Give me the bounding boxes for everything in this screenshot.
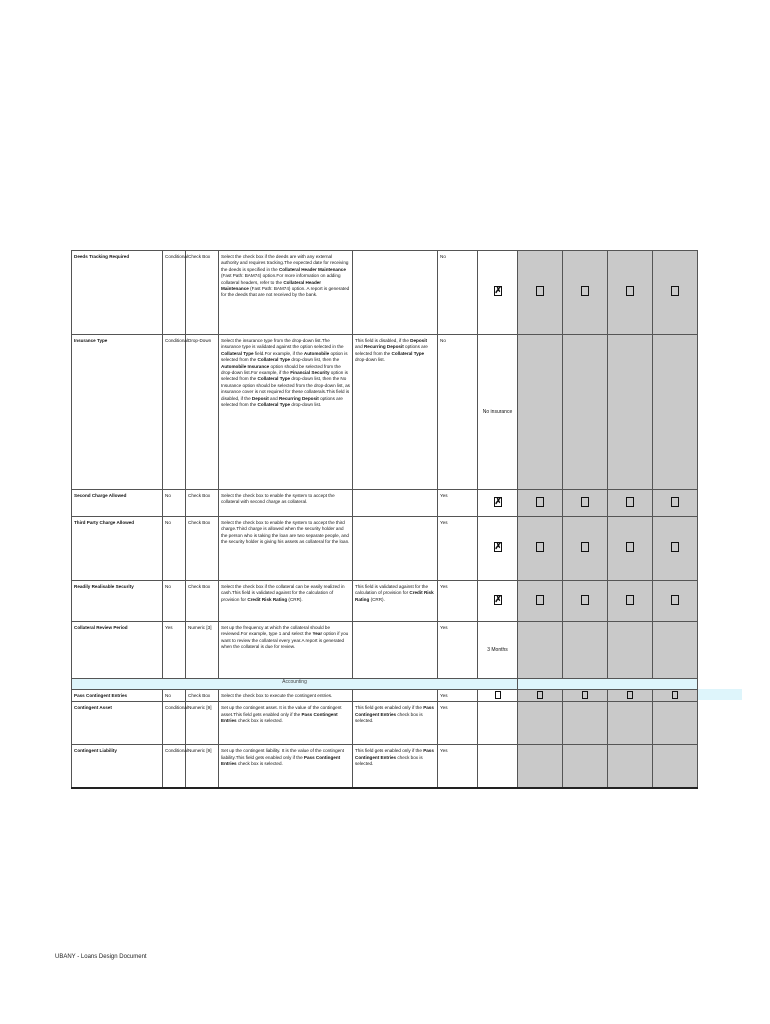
- text-run: A report is generated when the collateral is due for review.: [221, 637, 345, 650]
- checkbox[interactable]: [536, 542, 544, 552]
- text-run: (Fast Path: BAM74) option.: [221, 273, 277, 279]
- default-value-cell: [478, 517, 518, 581]
- option-cell: [518, 581, 563, 622]
- text-run: (Fast Path: BAM74) option. A report is generated for the deeds that are not received by the bank.: [221, 286, 350, 298]
- text-run: This field gets enabled only if the: [233, 711, 302, 717]
- option-cell: [653, 251, 698, 335]
- checkbox[interactable]: [536, 595, 544, 605]
- text-run: drop-down list, then the No Insurance option should be selected from the drop-down list, as insurance cover is not required for these collaterals.: [221, 376, 350, 395]
- field-type-cell: Check Box: [186, 690, 219, 702]
- field-type-cell: Numeric [3]: [186, 622, 219, 679]
- text-run: Collateral Type: [391, 350, 425, 356]
- table-row: [72, 702, 698, 745]
- validation-cell: [353, 702, 438, 745]
- field-name-cell: Second Charge Allowed: [72, 490, 163, 517]
- text-run: check box is selected.: [355, 754, 423, 767]
- option-cell: [563, 745, 608, 788]
- option-cell: [653, 745, 698, 788]
- text-run: drop-down list.: [290, 402, 322, 408]
- text-run: and: [268, 395, 279, 401]
- option-cell: [653, 702, 698, 745]
- description-cell: [219, 745, 353, 788]
- mandatory-cell: Conditional: [163, 745, 186, 788]
- text-run: This field is disabled, if the: [221, 389, 350, 401]
- text-run: (CRR).: [287, 596, 303, 602]
- table-row: [72, 745, 698, 788]
- option-cell: [563, 490, 608, 517]
- option-cell: [563, 335, 608, 490]
- option-cell: [518, 690, 563, 702]
- text-run: This field is validated against for the calculation of provision for: [355, 584, 429, 596]
- option-cell: [653, 622, 698, 679]
- validation-cell: [353, 251, 438, 335]
- text-run: Select the check box to enable the system to accept the third charge.: [221, 520, 345, 532]
- option-cell: [563, 517, 608, 581]
- option-cell: [518, 745, 563, 788]
- field-type-cell: Check Box: [186, 490, 219, 517]
- text-run: Pass Contingent Entries: [221, 711, 338, 724]
- checked-checkbox[interactable]: [494, 542, 502, 552]
- option-cell: [563, 702, 608, 745]
- text-run: Credit Risk Rating: [355, 590, 434, 602]
- text-run: Collateral Type: [257, 402, 291, 408]
- checkbox[interactable]: [626, 286, 634, 296]
- validation-cell: [353, 622, 438, 679]
- checkbox[interactable]: [671, 595, 679, 605]
- checkbox[interactable]: [536, 497, 544, 507]
- validation-cell: [353, 517, 438, 581]
- mandatory-cell: No: [163, 581, 186, 622]
- mandatory-cell: Conditional: [163, 702, 186, 745]
- text-run: Select the check box if the deeds are with any external authority and requires tracking.: [221, 254, 333, 266]
- checkbox[interactable]: [536, 286, 544, 296]
- option-cell: [608, 251, 653, 335]
- text-run: Collateral Type: [221, 350, 254, 356]
- text-run: Recurring Deposit: [278, 395, 319, 401]
- option-cell: [608, 581, 653, 622]
- default-value-cell: [478, 335, 518, 490]
- option-cell: [608, 690, 653, 702]
- description-cell: [219, 690, 353, 702]
- option-cell: [608, 490, 653, 517]
- field-type-cell: Check Box: [186, 581, 219, 622]
- text-run: Third charge is allowed when the security holder and the person who is taking the loan are two separate people, and the security holder is giving his assets as collateral for the loan.: [221, 526, 350, 545]
- text-run: options are selected from the: [221, 395, 343, 408]
- default-value-cell: [478, 490, 518, 517]
- table-row: [72, 690, 698, 702]
- text-run: Credit Risk Rating: [247, 596, 288, 602]
- description-cell: [219, 251, 353, 335]
- option-cell: [653, 490, 698, 517]
- text-run: option is selected from the: [221, 370, 348, 382]
- text-run: drop-down list.: [355, 357, 385, 363]
- default-value-cell: [478, 622, 518, 679]
- default-cell: Yes: [438, 702, 478, 745]
- checkbox[interactable]: [626, 497, 634, 507]
- text-run: drop-down list, then the: [290, 357, 340, 363]
- page-footer: UBANY - Loans Design Document: [55, 954, 147, 960]
- checkbox[interactable]: [581, 595, 589, 605]
- text-run: option is selected from the: [221, 350, 348, 363]
- field-name-cell: Deeds Tracking Required: [72, 251, 163, 335]
- option-cell: [608, 517, 653, 581]
- text-run: Financial Security: [290, 370, 330, 376]
- mandatory-cell: Yes: [163, 622, 186, 679]
- description-cell: [219, 622, 353, 679]
- option-cell: [518, 517, 563, 581]
- option-cell: [518, 335, 563, 490]
- text-run: Year: [312, 631, 323, 637]
- description-cell: [219, 490, 353, 517]
- text-run: Automobile: [303, 350, 330, 356]
- option-cell: [608, 335, 653, 490]
- text-run: Select the insurance type from the drop-down list.: [221, 338, 322, 343]
- default-cell: Yes: [438, 581, 478, 622]
- checkbox[interactable]: [581, 286, 589, 296]
- text-run: Select the check box if the collateral can be easily realized in cash.: [221, 584, 345, 596]
- text-run: (CRR).: [369, 596, 385, 602]
- default-cell: No: [438, 251, 478, 335]
- text-run: Deposit: [251, 395, 269, 401]
- option-cell: [653, 517, 698, 581]
- checkbox[interactable]: [537, 691, 543, 699]
- option-cell: [608, 702, 653, 745]
- validation-cell: [353, 490, 438, 517]
- text-run: The insurance type is validated against the option selected in the: [221, 338, 344, 350]
- checked-checkbox[interactable]: [494, 497, 502, 507]
- text-run: Collateral Header Maintenance: [278, 266, 346, 272]
- default-cell: Yes: [438, 490, 478, 517]
- text-run: Pass Contingent Entries: [221, 754, 341, 767]
- text-run: option if you want to review the collateral every year.: [221, 631, 349, 643]
- option-cell: [653, 335, 698, 490]
- default-value-cell: [478, 251, 518, 335]
- text-run: This field gets enabled only if the: [235, 754, 304, 760]
- checked-checkbox[interactable]: [494, 595, 502, 605]
- option-cell: [563, 581, 608, 622]
- text-run: Recurring Deposit: [363, 344, 404, 350]
- section-header-row: [72, 679, 698, 690]
- field-name-cell: Pass Contingent Entries: [72, 690, 163, 702]
- field-name-cell: Contingent Asset: [72, 702, 163, 745]
- option-cell: [653, 690, 698, 702]
- field-type-cell: Check Box: [186, 517, 219, 581]
- checkbox[interactable]: [627, 691, 633, 699]
- validation-cell: [353, 690, 438, 702]
- description-cell: [219, 335, 353, 490]
- description-cell: [219, 517, 353, 581]
- option-cell: [518, 490, 563, 517]
- section-label: Accounting: [72, 679, 518, 690]
- checkbox[interactable]: [581, 497, 589, 507]
- field-type-cell: Check Box: [186, 251, 219, 335]
- text-run: Set up the frequency at which the collateral should be reviewed.: [221, 625, 331, 637]
- checkbox[interactable]: [581, 542, 589, 552]
- option-cell: [653, 581, 698, 622]
- text-run: Pass Contingent Entries: [355, 748, 434, 760]
- field-name-cell: Contingent Liability: [72, 745, 163, 788]
- text-run: This field is validated against for the calculation of provision for: [221, 590, 334, 602]
- field-type-cell: Drop-Down: [186, 335, 219, 490]
- mandatory-cell: Conditional: [163, 335, 186, 490]
- text-run: and: [355, 344, 364, 350]
- section-label-spacer: [518, 679, 698, 690]
- option-cell: [608, 745, 653, 788]
- checkbox[interactable]: [671, 542, 679, 552]
- text-run: options are selected from the: [355, 344, 428, 356]
- accounting-band-extension: [698, 689, 742, 700]
- text-run: For more information on adding collateral headers, refer to the: [221, 273, 341, 285]
- default-cell: No: [438, 335, 478, 490]
- default-cell: Yes: [438, 622, 478, 679]
- option-cell: [563, 622, 608, 679]
- text-run: check box is selected.: [236, 718, 283, 724]
- text-run: Pass Contingent Entries: [355, 705, 434, 717]
- mandatory-cell: No: [163, 690, 186, 702]
- validation-cell: [353, 581, 438, 622]
- table-row: [72, 581, 698, 622]
- table-row: [72, 335, 698, 490]
- table-row: [72, 251, 698, 335]
- validation-cell: [353, 745, 438, 788]
- text-run: For example, type 1 and select the: [240, 631, 313, 637]
- default-cell: Yes: [438, 690, 478, 702]
- mandatory-cell: Conditional: [163, 251, 186, 335]
- default-value-cell: [478, 745, 518, 788]
- field-name-cell: Collateral Review Period: [72, 622, 163, 679]
- table-row: [72, 490, 698, 517]
- option-cell: [518, 702, 563, 745]
- checkbox[interactable]: [626, 542, 634, 552]
- text-run: Automobile Insurance: [221, 363, 270, 369]
- text-run: check box is selected.: [355, 711, 423, 724]
- text-run: This field gets enabled only if the: [355, 705, 424, 711]
- text-run: Collateral Header Maintenance: [221, 279, 322, 292]
- default-cell: Yes: [438, 745, 478, 788]
- text-run: Set up the contingent asset. It is the value of the contingent asset.: [221, 705, 342, 717]
- checked-checkbox[interactable]: [494, 286, 502, 296]
- field-type-cell: Numeric [9]: [186, 745, 219, 788]
- text-run: option should be selected from the drop-down list.: [221, 363, 341, 376]
- default-value-cell: [478, 702, 518, 745]
- option-cell: [518, 251, 563, 335]
- text-run: For example, if the: [250, 370, 291, 376]
- field-name-cell: Insurance Type: [72, 335, 163, 490]
- checkbox[interactable]: [671, 497, 679, 507]
- checkbox[interactable]: [672, 691, 678, 699]
- text-run: Select the check box to enable the system to accept the collateral with second charge as collateral.: [221, 493, 335, 505]
- field-specification-table: [71, 250, 698, 789]
- checkbox[interactable]: [582, 691, 588, 699]
- option-cell: [563, 251, 608, 335]
- field-name-cell: Third Party Charge Allowed: [72, 517, 163, 581]
- text-run: field.: [253, 350, 265, 356]
- table-row: [72, 517, 698, 581]
- field-type-cell: Numeric [9]: [186, 702, 219, 745]
- mandatory-cell: No: [163, 490, 186, 517]
- default-cell: Yes: [438, 517, 478, 581]
- option-cell: [608, 622, 653, 679]
- text-run: Collateral Type: [257, 357, 291, 363]
- default-value-cell: [478, 690, 518, 702]
- validation-cell: [353, 335, 438, 490]
- checkbox[interactable]: [495, 691, 501, 699]
- description-cell: [219, 581, 353, 622]
- description-cell: [219, 702, 353, 745]
- option-cell: [518, 622, 563, 679]
- checkbox[interactable]: [671, 286, 679, 296]
- table-row: [72, 622, 698, 679]
- checkbox[interactable]: [626, 595, 634, 605]
- default-value-text: 3 Months: [487, 646, 508, 653]
- text-run: This field gets enabled only if the: [355, 748, 424, 754]
- text-run: The expected date for receiving the deeds is specified in the: [221, 260, 349, 272]
- text-run: This field is disabled, if the: [355, 338, 411, 343]
- default-value-cell: [478, 581, 518, 622]
- default-value-text: No insurance: [482, 408, 513, 415]
- text-run: Set up the contingent liability. It is the value of the contingent liability.: [221, 748, 345, 760]
- mandatory-cell: No: [163, 517, 186, 581]
- text-run: check box is selected.: [236, 761, 283, 767]
- field-name-cell: Readily Realisable Security: [72, 581, 163, 622]
- text-run: Deposit: [410, 338, 428, 343]
- option-cell: [563, 690, 608, 702]
- text-run: Collateral Type: [257, 376, 291, 382]
- text-run: Select the check box to execute the contingent entries.: [221, 693, 333, 698]
- text-run: For example, if the: [264, 350, 304, 356]
